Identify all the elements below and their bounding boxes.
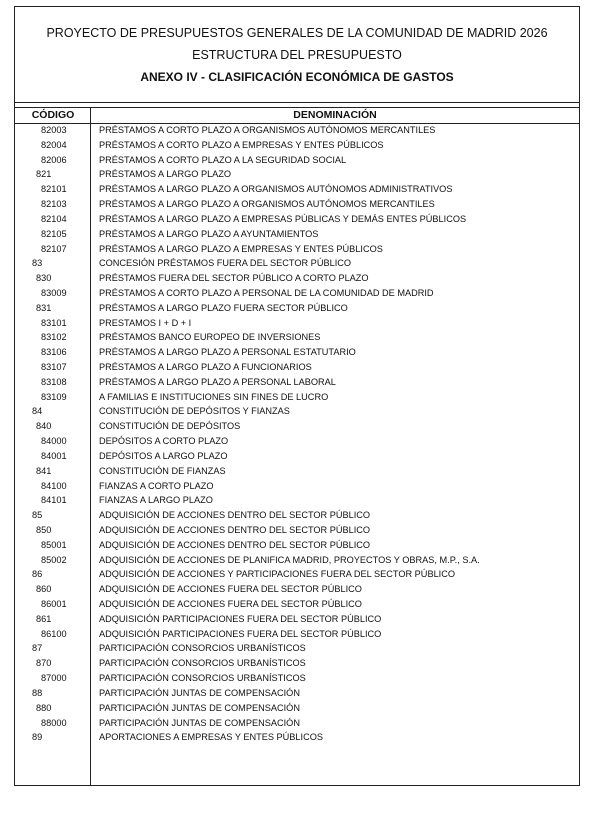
table-row	[15, 493, 579, 508]
row-name: ADQUISICIÓN DE ACCIONES FUERA DEL SECTOR PÚBLICO	[99, 584, 362, 595]
table-row	[15, 508, 579, 523]
table-row	[15, 597, 579, 612]
column-header-code: CÓDIGO	[31, 109, 75, 121]
table-row	[15, 686, 579, 701]
table-row	[15, 479, 579, 494]
table-row	[15, 730, 579, 745]
table-row	[15, 404, 579, 419]
row-name: FIANZAS A CORTO PLAZO	[99, 480, 214, 491]
row-code: 82006	[41, 154, 67, 165]
row-code: 83109	[41, 391, 67, 402]
row-name: A FAMILIAS E INSTITUCIONES SIN FINES DE LUCRO	[99, 391, 329, 402]
table-row	[15, 464, 579, 479]
row-name: PARTICIPACIÓN CONSORCIOS URBANÍSTICOS	[99, 673, 306, 684]
table-row	[15, 301, 579, 316]
table-row	[15, 701, 579, 716]
row-name: PRÉSTAMOS A LARGO PLAZO A ORGANISMOS AUTÓNOMOS ADMINISTRATIVOS	[99, 184, 453, 195]
row-code: 840	[36, 421, 52, 432]
table-body	[15, 123, 579, 745]
row-code: 82101	[41, 184, 67, 195]
table-row	[15, 330, 579, 345]
table-row	[15, 153, 579, 168]
row-name: FIANZAS A LARGO PLAZO	[99, 495, 213, 506]
row-name: PRÉSTAMOS A CORTO PLAZO A LA SEGURIDAD SOCIAL	[99, 154, 347, 165]
table-row	[15, 523, 579, 538]
table-row	[15, 138, 579, 153]
table-row	[15, 167, 579, 182]
row-code: 821	[36, 169, 52, 180]
row-name: PRÉSTAMOS A LARGO PLAZO FUERA SECTOR PÚBLICO	[99, 302, 348, 313]
row-code: 83009	[41, 287, 67, 298]
row-code: 88	[32, 687, 43, 698]
row-code: 83108	[41, 376, 67, 387]
table-row	[15, 716, 579, 731]
table-row	[15, 582, 579, 597]
row-code: 84000	[41, 436, 67, 447]
row-code: 82105	[41, 228, 67, 239]
row-code: 84001	[41, 450, 67, 461]
table-row	[15, 316, 579, 331]
table-row	[15, 656, 579, 671]
row-code: 83107	[41, 362, 67, 372]
row-code: 84101	[41, 495, 67, 506]
table-row	[15, 641, 579, 656]
row-code: 831	[36, 302, 52, 313]
table-row	[15, 612, 579, 627]
row-code: 870	[36, 658, 52, 669]
table-row	[15, 182, 579, 197]
row-name: PRÉSTAMOS A CORTO PLAZO A EMPRESAS Y ENTES PÚBLICOS	[99, 139, 384, 150]
table-row	[15, 419, 579, 434]
row-name: PARTICIPACIÓN CONSORCIOS URBANÍSTICOS	[99, 658, 306, 669]
row-code: 84	[32, 406, 43, 417]
document-frame	[14, 6, 580, 786]
row-code: 88000	[41, 717, 67, 728]
row-name: PRESTAMOS I + D + I	[99, 317, 192, 328]
row-code: 83101	[41, 317, 67, 328]
row-name: ADQUISICIÓN DE ACCIONES FUERA DEL SECTOR PÚBLICO	[99, 599, 362, 609]
row-name: PRÉSTAMOS A CORTO PLAZO A ORGANISMOS AUTÓNOMOS MERCANTILES	[99, 125, 436, 135]
row-name: ADQUISICIÓN PARTICIPACIONES FUERA DEL SECTOR PÚBLICO	[99, 628, 382, 639]
row-name: ADQUISICIÓN DE ACCIONES DENTRO DEL SECTOR PÚBLICO	[99, 539, 371, 550]
row-code: 82107	[41, 243, 67, 254]
table-row	[15, 553, 579, 568]
table-row	[15, 123, 579, 138]
row-name: PRÉSTAMOS A LARGO PLAZO A AYUNTAMIENTOS	[99, 228, 319, 239]
row-name: ADQUISICIÓN DE ACCIONES DENTRO DEL SECTOR PÚBLICO	[99, 524, 371, 535]
table-row	[15, 345, 579, 360]
row-name: PRÉSTAMOS BANCO EUROPEO DE INVERSIONES	[99, 332, 321, 343]
row-name: PRÉSTAMOS A LARGO PLAZO A ORGANISMOS AUTÓNOMOS MERCANTILES	[99, 199, 435, 210]
row-code: 87	[32, 643, 43, 654]
table-row	[15, 671, 579, 686]
row-code: 84100	[41, 480, 67, 491]
column-header-name: DENOMINACIÓN	[293, 109, 377, 121]
row-name: PRÉSTAMOS A LARGO PLAZO A EMPRESAS PÚBLICAS Y DEMÁS ENTES PÚBLICOS	[99, 213, 467, 224]
row-name: PRÉSTAMOS A LARGO PLAZO A PERSONAL ESTATUTARIO	[99, 347, 356, 358]
row-code: 841	[36, 465, 52, 476]
row-code: 87000	[41, 673, 67, 684]
table-row	[15, 197, 579, 212]
row-code: 860	[36, 584, 52, 595]
row-code: 85002	[41, 554, 67, 565]
table-header	[15, 107, 579, 124]
row-code: 82003	[41, 125, 67, 135]
row-name: ADQUISICIÓN DE ACCIONES DE PLANIFICA MADRID, PROYECTOS Y OBRAS, M.P., S.A.	[99, 554, 480, 565]
row-name: CONSTITUCIÓN DE FIANZAS	[99, 465, 226, 476]
row-name: DEPÓSITOS A LARGO PLAZO	[99, 450, 228, 461]
row-name: PARTICIPACIÓN CONSORCIOS URBANÍSTICOS	[99, 643, 306, 654]
row-code: 82104	[41, 213, 67, 224]
table-row	[15, 375, 579, 390]
table-row	[15, 271, 579, 286]
row-name: PRÉSTAMOS A CORTO PLAZO A PERSONAL DE LA COMUNIDAD DE MADRID	[99, 287, 434, 298]
row-code: 83	[32, 258, 43, 269]
row-code: 850	[36, 524, 52, 535]
row-name: PRÉSTAMOS A LARGO PLAZO A EMPRESAS Y ENTES PÚBLICOS	[99, 243, 383, 254]
row-name: PRÉSTAMOS A LARGO PLAZO A PERSONAL LABORAL	[99, 376, 336, 387]
row-name: ADQUISICIÓN PARTICIPACIONES FUERA DEL SECTOR PÚBLICO	[99, 613, 382, 624]
row-name: ADQUISICIÓN DE ACCIONES DENTRO DEL SECTOR PÚBLICO	[99, 510, 371, 521]
annex-title: ANEXO IV - CLASIFICACIÓN ECONÓMICA DE GASTOS	[140, 70, 454, 84]
table-row	[15, 286, 579, 301]
row-name: PRÉSTAMOS A LARGO PLAZO	[99, 169, 232, 180]
row-name: PARTICIPACIÓN JUNTAS DE COMPENSACIÓN	[99, 702, 300, 713]
row-code: 86001	[41, 599, 67, 609]
table-row	[15, 242, 579, 257]
row-name: APORTACIONES A EMPRESAS Y ENTES PÚBLICOS	[99, 732, 323, 743]
row-name: DEPÓSITOS A CORTO PLAZO	[99, 436, 229, 447]
row-name: PARTICIPACIÓN JUNTAS DE COMPENSACIÓN	[99, 687, 300, 698]
row-name: PRÉSTAMOS A LARGO PLAZO A FUNCIONARIOS	[99, 362, 312, 372]
table-row	[15, 227, 579, 242]
document-header	[15, 7, 579, 103]
row-code: 85001	[41, 539, 67, 550]
row-name: PARTICIPACIÓN JUNTAS DE COMPENSACIÓN	[99, 717, 300, 728]
row-code: 89	[32, 732, 43, 743]
table-row	[15, 212, 579, 227]
row-code: 83102	[41, 332, 67, 343]
row-code: 85	[32, 510, 43, 521]
row-code: 86100	[41, 628, 67, 639]
row-code: 86	[32, 569, 43, 580]
row-code: 82103	[41, 199, 67, 210]
row-name: CONSTITUCIÓN DE DEPÓSITOS Y FIANZAS	[99, 406, 290, 417]
document-title: PROYECTO DE PRESUPUESTOS GENERALES DE LA COMUNIDAD DE MADRID 2026	[46, 26, 548, 40]
row-code: 830	[36, 273, 52, 284]
row-name: ADQUISICIÓN DE ACCIONES Y PARTICIPACIONES FUERA DEL SECTOR PÚBLICO	[99, 569, 456, 580]
row-name: CONCESIÓN PRÉSTAMOS FUERA DEL SECTOR PÚBLICO	[99, 258, 352, 269]
table-row	[15, 449, 579, 464]
row-code: 83106	[41, 347, 67, 358]
row-name: CONSTITUCIÓN DE DEPÓSITOS	[99, 421, 241, 432]
table-row	[15, 538, 579, 553]
row-name: PRÉSTAMOS FUERA DEL SECTOR PÚBLICO A CORTO PLAZO	[99, 273, 369, 284]
document-subtitle: ESTRUCTURA DEL PRESUPUESTO	[192, 48, 402, 62]
row-code: 880	[36, 702, 52, 713]
table-row	[15, 360, 579, 375]
table-row	[15, 434, 579, 449]
table-row	[15, 390, 579, 405]
table-row	[15, 567, 579, 582]
table-row	[15, 256, 579, 271]
row-code: 861	[36, 613, 52, 624]
table-row	[15, 627, 579, 642]
row-code: 82004	[41, 139, 67, 150]
